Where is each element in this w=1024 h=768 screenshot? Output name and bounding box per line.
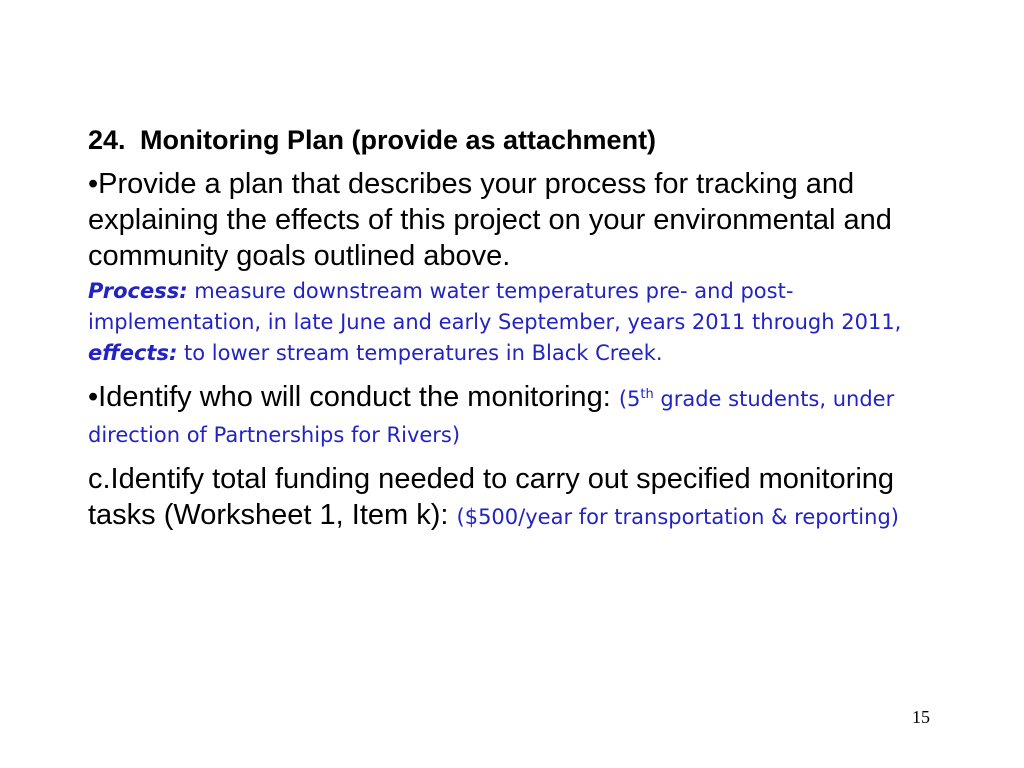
monitoring-funding-answer: ($500/year for transportation & reporting) [456,505,899,529]
slide-content [88,118,938,533]
monitoring-plan-instruction: •Provide a plan that describes your process for tracking and explaining the effects of this project on your environmental and community goals outlined above. [88,168,892,272]
process-text: measure downstream water temperatures pre- and post-implementation, in late June and early September, years 2011 through 2011, [88,279,902,334]
section-number: 24. [88,125,126,155]
monitoring-funding-item [88,461,938,533]
effects-text: to lower stream temperatures in Black Creek. [177,341,663,365]
monitoring-plan-item [88,166,938,369]
monitoring-conductor-item [88,379,938,451]
monitoring-plan-answer [88,276,938,369]
conductor-answer-post: grade students, under direction of Partnerships for Rivers) [88,387,895,447]
process-label: Process: [88,279,188,303]
monitoring-funding-instruction: c.Identify total funding needed to carry out specified monitoring tasks (Worksheet 1, Item k): [88,463,895,531]
conductor-answer-pre: (5 [618,387,641,411]
page-number: 15 [912,707,930,727]
section-heading [88,118,938,162]
section-title: Monitoring Plan (provide as attachment) [140,125,657,155]
conductor-answer-sup: th [640,387,654,402]
effects-label: effects: [88,341,178,365]
monitoring-conductor-instruction: •Identify who will conduct the monitoring: [88,381,619,413]
